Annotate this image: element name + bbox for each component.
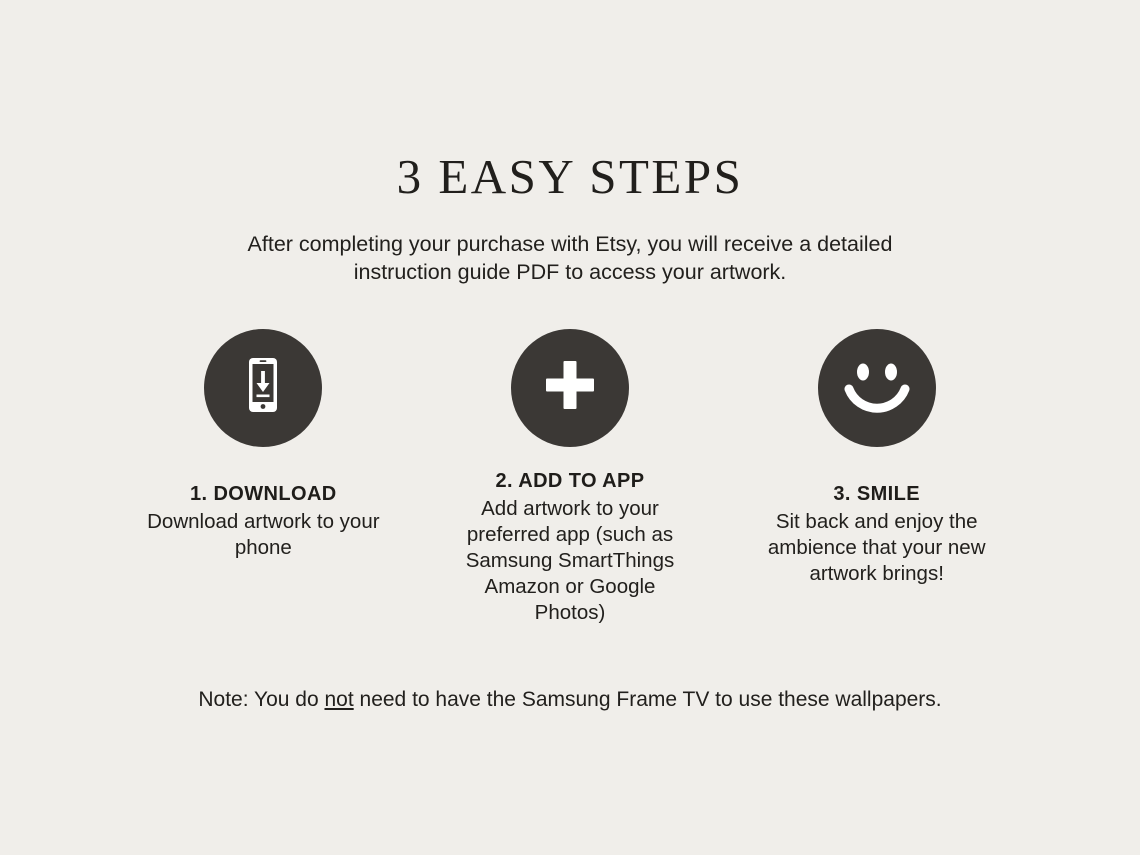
step-icon-circle xyxy=(511,329,629,447)
smiley-face-icon xyxy=(827,335,927,440)
note-suffix: need to have the Samsung Frame TV to use these wallpapers. xyxy=(353,688,942,711)
step-icon-circle xyxy=(204,329,322,447)
page-subtitle: After completing your purchase with Etsy, you will receive a detailed instruction guide PDF to access your artwork. xyxy=(247,231,893,285)
step-description: Sit back and enjoy the ambience that your new artwork brings! xyxy=(767,509,986,585)
footer-note xyxy=(0,688,1140,712)
steps-row xyxy=(0,329,1140,626)
step-label: 1. DOWNLOAD xyxy=(190,482,337,505)
note-emphasis: not xyxy=(324,688,354,711)
step-icon-circle xyxy=(818,329,936,447)
step-label: 3. SMILE xyxy=(833,482,920,505)
phone-download-icon xyxy=(236,354,290,421)
page-title: 3 EASY STEPS xyxy=(396,149,744,204)
step-item-add-to-app xyxy=(417,329,724,626)
step-description: Add artwork to your preferred app (such as Samsung SmartThings Amazon or Google Photos) xyxy=(465,496,675,624)
step-description: Download artwork to your phone xyxy=(147,509,380,559)
step-label: 2. ADD TO APP xyxy=(495,469,645,492)
step-item-download xyxy=(110,329,417,561)
step-item-smile xyxy=(723,329,1030,587)
plus-icon xyxy=(539,354,601,421)
note-prefix: Note: You do xyxy=(198,688,325,711)
